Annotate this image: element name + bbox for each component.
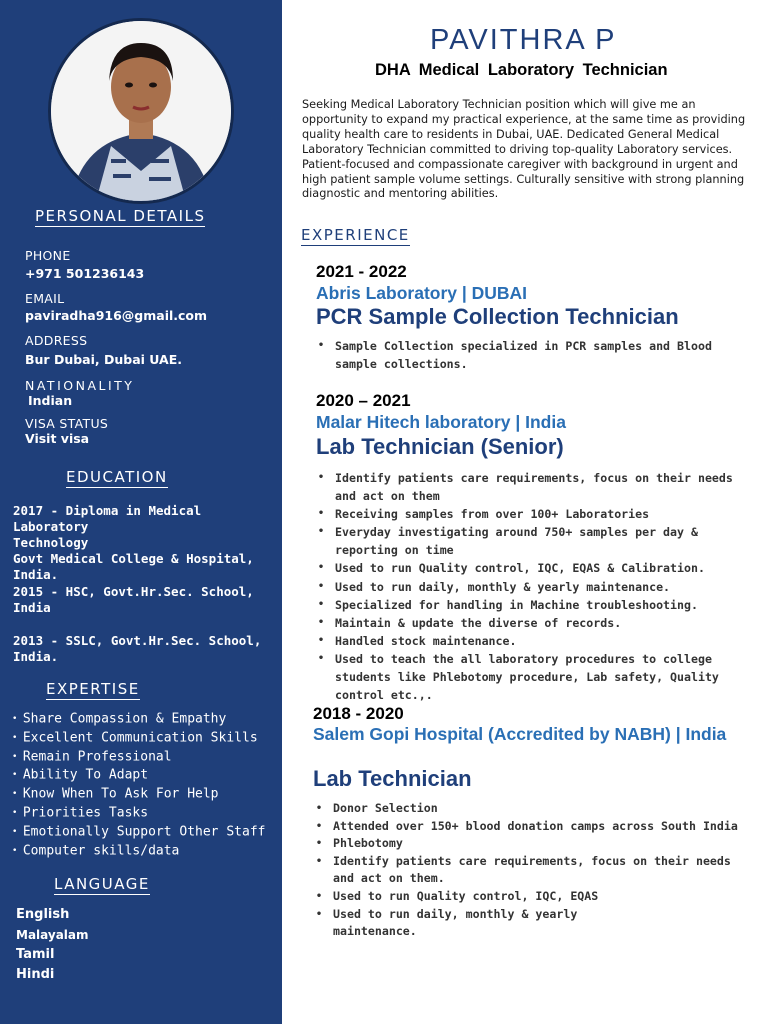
language-item: Tamil xyxy=(16,947,55,962)
experience-heading: EXPERIENCE xyxy=(301,226,410,244)
job-bullet-list xyxy=(313,800,743,941)
education-line: Govt Medical College & Hospital, xyxy=(13,551,254,566)
nationality-value: Indian xyxy=(28,393,73,408)
job-years: 2020 – 2021 xyxy=(316,391,411,410)
job-bullet: • Receiving samples from over 100+ Laboratories xyxy=(315,505,755,523)
job-years: 2018 - 2020 xyxy=(313,704,404,723)
visa-value: Visit visa xyxy=(25,431,90,446)
education-heading: EDUCATION xyxy=(66,468,168,486)
sidebar xyxy=(0,0,282,1024)
education-line: 2013 - SSLC, Govt.Hr.Sec. School, xyxy=(13,633,262,648)
job-bullet: • Identify patients care requirements, focus on their needs and act on them xyxy=(315,469,755,505)
education-line: Technology xyxy=(13,535,89,550)
expertise-item: • Priorities Tasks xyxy=(12,804,265,823)
job-bullet: • Handled stock maintenance. xyxy=(315,632,755,650)
education-line: India. xyxy=(13,567,59,582)
phone-label: PHONE xyxy=(25,248,71,263)
job-bullet-list xyxy=(315,469,755,704)
job-title: Lab Technician (Senior) xyxy=(316,434,564,459)
education-line: India xyxy=(13,600,51,615)
job-bullet: • Used to run Quality control, IQC, EQAS & Calibration. xyxy=(315,559,755,577)
expertise-item: • Ability To Adapt xyxy=(12,766,265,785)
language-item: Malayalam xyxy=(16,928,89,942)
education-item xyxy=(13,584,281,616)
address-value: Bur Dubai, Dubai UAE. xyxy=(25,352,183,367)
address-label: ADDRESS xyxy=(25,333,88,348)
summary-paragraph: Seeking Medical Laboratory Technician position which will give me an opportunity to expand my practical experience, at the same time as providing quality health care to residents in Dubai, UAE. Dedicated General Medical Laboratory Technician committed to driving top-quality Laboratory services. Patient-focused and compassionate caregiver with background in urgent and high patient sample volume settings. Culturally sensitive with strong planning diagnostic and mentoring abilities. xyxy=(302,98,746,201)
candidate-name: PAVITHRA P xyxy=(430,24,617,56)
job-organization: Salem Gopi Hospital (Accredited by NABH) | India xyxy=(313,724,727,744)
expertise-item: • Remain Professional xyxy=(12,748,265,767)
job-organization: Abris Laboratory | DUBAI xyxy=(316,283,528,303)
job-years: 2021 - 2022 xyxy=(316,262,407,281)
job-bullet-list xyxy=(315,337,735,373)
expertise-item: • Emotionally Support Other Staff xyxy=(12,823,265,842)
education-line: 2015 - HSC, Govt.Hr.Sec. School, xyxy=(13,584,254,599)
job-organization: Malar Hitech laboratory | India xyxy=(316,412,566,432)
expertise-list xyxy=(12,710,265,861)
job-bullet: • Sample Collection specialized in PCR samples and Blood sample collections. xyxy=(315,337,735,373)
job-bullet: • Attended over 150+ blood donation camps across South India xyxy=(313,818,743,836)
language-item: English xyxy=(16,907,70,922)
visa-label: VISA STATUS xyxy=(25,416,109,431)
expertise-item: • Know When To Ask For Help xyxy=(12,785,265,804)
email-label: EMAIL xyxy=(25,291,65,306)
language-item: Hindi xyxy=(16,967,55,982)
job-bullet: • Used to run daily, monthly & yearly maintenance. xyxy=(315,578,755,596)
job-title: PCR Sample Collection Technician xyxy=(316,304,679,329)
job-bullet: • Everyday investigating around 750+ samples per day & reporting on time xyxy=(315,523,755,559)
language-heading: LANGUAGE xyxy=(54,875,150,893)
personal-details-heading: PERSONAL DETAILS xyxy=(35,207,206,225)
nationality-label: NATIONALITY xyxy=(25,378,135,393)
education-item xyxy=(13,503,281,583)
education-item xyxy=(13,633,281,665)
job-bullet: • Used to teach the all laboratory procedures to college students like Phlebotomy procedure, Lab safety, Quality control etc.,. xyxy=(315,650,755,704)
education-line: 2017 - Diploma in Medical Laboratory xyxy=(13,503,202,534)
job-title: Lab Technician xyxy=(313,766,472,791)
email-value: paviradha916@gmail.com xyxy=(25,308,208,323)
profile-photo xyxy=(48,18,234,204)
profile-photo-image xyxy=(51,21,231,201)
job-bullet: • Specialized for handling in Machine troubleshooting. xyxy=(315,596,755,614)
expertise-item: • Computer skills/data xyxy=(12,842,265,861)
expertise-item: • Share Compassion & Empathy xyxy=(12,710,265,729)
job-bullet: • Donor Selection xyxy=(313,800,743,818)
expertise-heading: EXPERTISE xyxy=(46,680,140,698)
main-content xyxy=(282,0,768,1024)
education-line: India. xyxy=(13,649,59,664)
job-bullet: • Phlebotomy xyxy=(313,835,743,853)
expertise-item: • Excellent Communication Skills xyxy=(12,729,265,748)
job-bullet: • Identify patients care requirements, focus on their needs and act on them. xyxy=(313,853,743,888)
job-bullet: • Used to run Quality control, IQC, EQAS xyxy=(313,888,743,906)
job-bullet: • Used to run daily, monthly & yearly maintenance. xyxy=(313,906,583,941)
candidate-role: DHA Medical Laboratory Technician xyxy=(375,61,668,79)
phone-value: +971 501236143 xyxy=(25,266,145,281)
job-bullet: • Maintain & update the diverse of records. xyxy=(315,614,755,632)
